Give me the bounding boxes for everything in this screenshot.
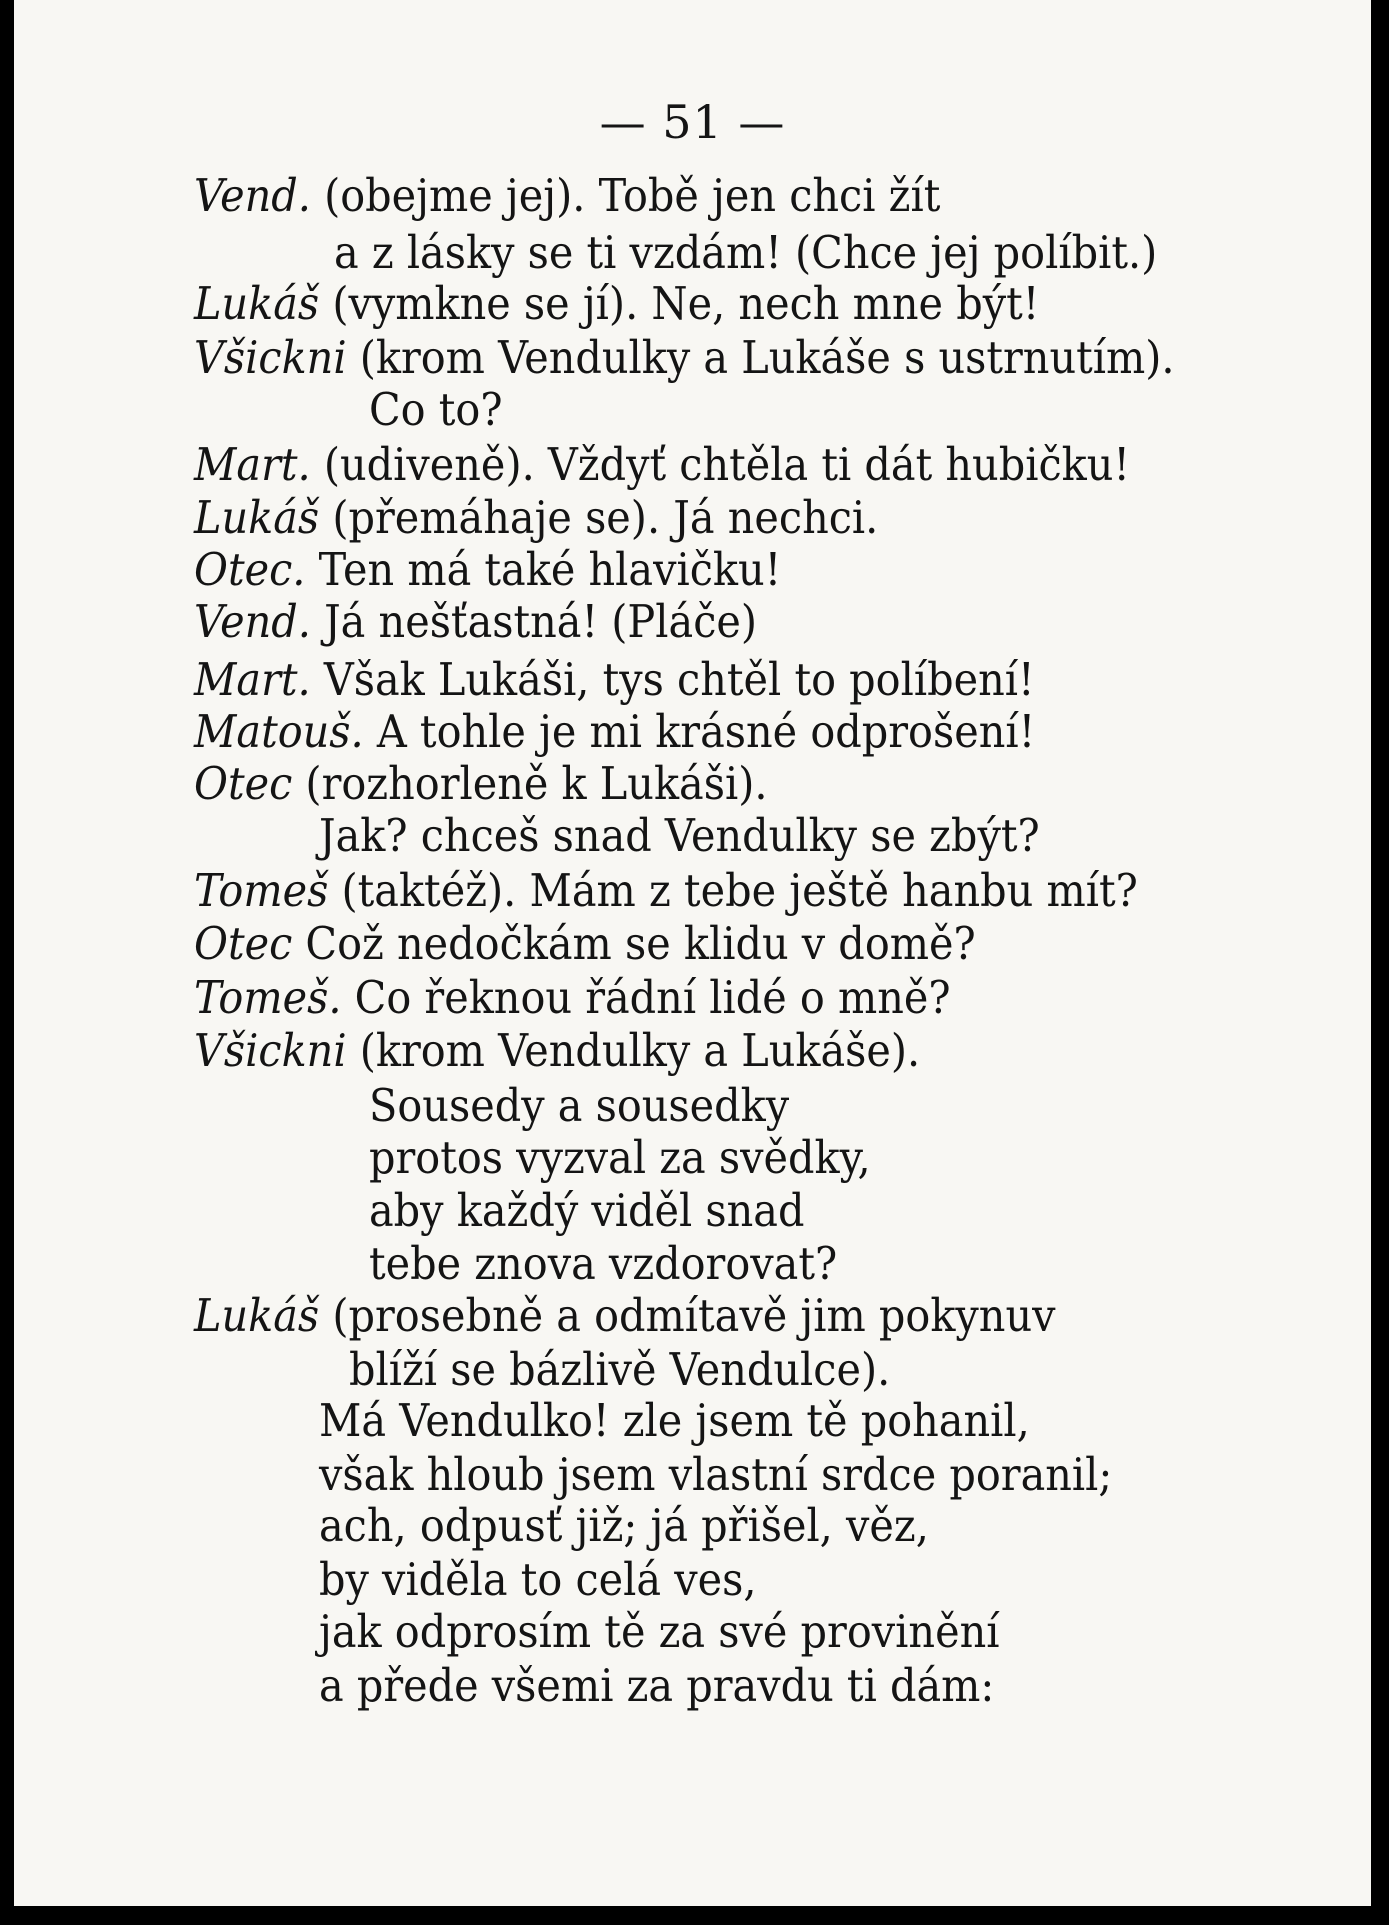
text-line [349,1342,890,1398]
line-text: blíží se bázlivě Vendulce). [349,1343,891,1396]
speaker-name: Lukáš [194,1289,320,1342]
speaker-name: Otec. [194,543,306,596]
speaker-line [194,1288,1056,1344]
text-line [319,1552,757,1608]
speaker-line [194,542,781,598]
text-line [319,1498,929,1554]
line-text: a přede všemi za pravdu ti dám: [319,1659,995,1712]
text-line [319,808,1040,864]
line-text: (taktéž). Mám z tebe ještě hanbu mít? [328,864,1138,917]
line-text: (udiveně). Vždyť chtěla ti dát hubičku! [310,438,1131,491]
line-text: Však Lukáši, tys chtěl to políbení! [310,653,1035,706]
line-text: Což nedočkám se klidu v domě? [292,917,976,970]
text-line [369,1183,804,1239]
speaker-name: Všickni [194,331,347,384]
line-text: Co to? [369,383,503,436]
line-text: aby každý viděl snad [369,1184,805,1237]
line-text: (vymkne se jí). Ne, nech mne být! [319,277,1040,330]
speaker-line [194,970,951,1026]
text-line [369,382,503,438]
line-text: protos vyzval za svědky, [369,1131,871,1184]
text-line [369,1130,871,1186]
text-line [369,1236,837,1292]
text-line [369,1078,789,1134]
speaker-line [194,756,768,812]
page-number: — 51 — [599,95,786,149]
speaker-line [194,330,1175,386]
speaker-line [194,490,878,546]
line-text: Ten má také hlavičku! [305,543,782,596]
speaker-name: Vend. [194,169,311,222]
speaker-line [194,1023,920,1079]
speaker-name: Otec [194,757,293,810]
line-text: Já nešťastná! (Pláče) [310,595,758,648]
line-text: ach, odpusť již; já přišel, věz, [319,1499,929,1552]
line-text: jak odprosím tě za své provinění [319,1605,1000,1658]
speaker-line [194,276,1039,332]
line-text: by viděla to celá ves, [319,1553,757,1606]
speaker-line [194,704,1035,760]
dialogue-text [14,0,1371,1906]
line-text: Sousedy a sousedky [369,1079,790,1132]
speaker-name: Tomeš [194,864,329,917]
text-line [319,1604,999,1660]
line-text: a z lásky se ti vzdám! (Chce jej políbit.) [334,226,1158,279]
speaker-name: Lukáš [194,491,320,544]
speaker-line [194,863,1138,919]
line-text: (přemáhaje se). Já nechci. [319,491,879,544]
speaker-name: Všickni [194,1024,347,1077]
line-text: Jak? chceš snad Vendulky se zbýt? [319,809,1040,862]
speaker-line [194,168,940,224]
speaker-name: Matouš. [194,705,364,758]
speaker-line [194,594,757,650]
text-line [319,1393,1030,1449]
speaker-name: Lukáš [194,277,320,330]
line-text: Co řeknou řádní lidé o mně? [341,971,951,1024]
line-text: však hloub jsem vlastní srdce poranil; [319,1448,1113,1501]
line-text: Má Vendulko! zle jsem tě pohanil, [319,1394,1030,1447]
line-text: (krom Vendulky a Lukáše). [346,1024,921,1077]
text-line [319,1658,994,1714]
line-text: (krom Vendulky a Lukáše s ustrnutím). [346,331,1175,384]
line-text: (obejme jej). Tobě jen chci žít [310,169,941,222]
speaker-name: Vend. [194,595,311,648]
line-text: (prosebně a odmítavě jim pokynuv [319,1289,1056,1342]
text-line [334,225,1157,281]
text-line [319,1447,1112,1503]
book-page [14,0,1371,1906]
speaker-name: Otec [194,917,293,970]
speaker-name: Mart. [194,438,311,491]
speaker-name: Tomeš. [194,971,342,1024]
speaker-line [194,652,1035,708]
line-text: A tohle je mi krásné odprošení! [363,705,1036,758]
speaker-line [194,437,1130,493]
line-text: (rozhorleně k Lukáši). [292,757,768,810]
speaker-name: Mart. [194,653,311,706]
line-text: tebe znova vzdorovat? [369,1237,838,1290]
speaker-line [194,916,976,972]
